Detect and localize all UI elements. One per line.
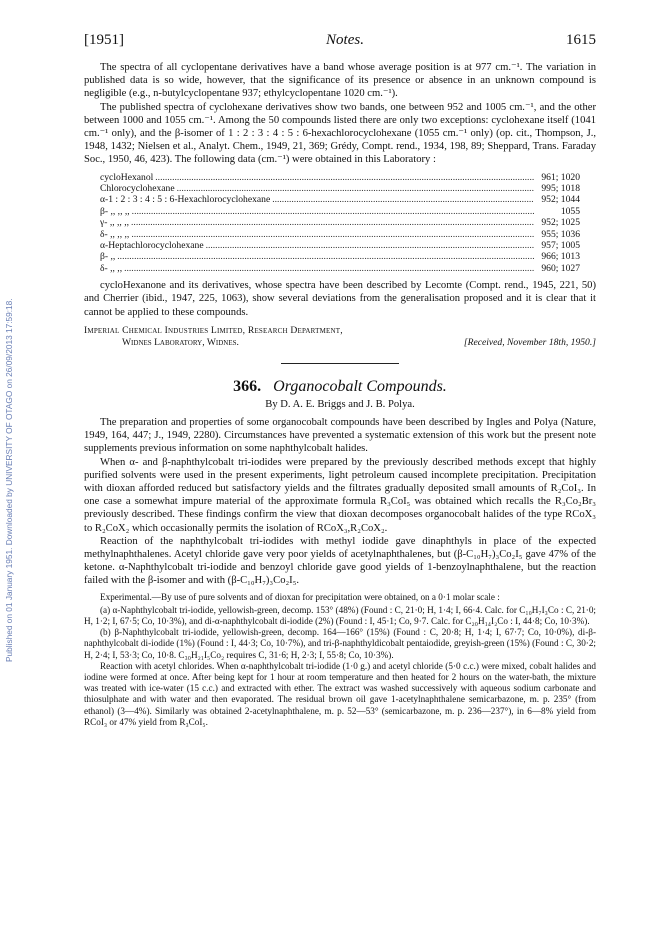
address-line-2: Widnes Laboratory, Widnes. [122, 336, 239, 348]
data-table-row [100, 206, 580, 217]
download-watermark: Published on 01 January 1951. Downloaded by UNIVERSITY OF OTAGO on 26/09/2013 17:59:18. [4, 298, 14, 662]
compound-name: β- ,, [100, 251, 116, 263]
data-table-row [100, 217, 580, 228]
running-header [84, 32, 596, 49]
data-table-row [100, 240, 580, 251]
address-line-1: Imperial Chemical Industries Limited, Research Department, [84, 324, 343, 336]
article-number: 366. [233, 377, 262, 395]
data-table-row [100, 263, 580, 274]
compound-name: α-1 : 2 : 3 : 4 : 5 : 6-Hexachlorocyclohexane [100, 194, 271, 206]
band-values: 1055 [560, 205, 580, 217]
leader-dots [155, 172, 534, 183]
received-date: [Received, November 18th, 1950.] [463, 336, 596, 348]
band-values: 966; 1013 [541, 251, 580, 263]
data-table-row [100, 194, 580, 205]
band-values: 995; 1018 [541, 183, 580, 195]
compound-name: β- ,, ,, ,, [100, 205, 130, 217]
article-heading [84, 378, 596, 396]
leader-dots [272, 194, 534, 205]
header-page-number: 1615 [565, 32, 596, 48]
leader-dots [124, 263, 534, 274]
experimental-section [84, 592, 596, 728]
body-paragraph-3: Reaction of the naphthylcobalt tri-iodides with methyl iodide gave dinaphthyls in place of the expected methylnaphthalenes. Acetyl chloride gave very poor yields of acetylnaphthalenes, but (β-C₁₀H₇)₃Co₂I₅ gave 47% of the ketone. α-Naphthylcobalt tri-iodide and benzoyl chloride gave good yields of 1-benzoylnaphthalene, but the reaction failed with the β-isomer and with (β-C₁₀H₇)₃Co₂I₅. [84, 535, 596, 587]
article-byline: By D. A. E. Briggs and J. B. Polya. [265, 398, 415, 410]
band-values: 957; 1005 [541, 240, 580, 252]
band-values: 955; 1036 [541, 228, 580, 240]
leader-dots [177, 183, 534, 194]
experimental-reaction: Reaction with acetyl chlorides. When α-naphthylcobalt tri-iodide (1·0 g.) and acetyl chloride (5·0 c.c.) were mixed, cobalt halides and iodine were formed at once. After being kept for 1 hour at room temperature and then heated for 2 hours on the water-bath, the mixture was treated with ice-water (15 c.c.) and extracted with ether. The extract was washed successively with aqueous sodium carbonate and thiosulphate and with water and then evaporated. The residual brown oil gave 1-acetylnaphthalene semicarbazone, m. p. 235° (from ethanol) (3—4%). Similarly was obtained 2-acetylnaphthalene, m. p. 52—53° (semicarbazone, m. p. 236—237°), in 6—8% yield from RCoI₃ or 47% yield from R₃CoI₅. [84, 660, 596, 727]
band-values: 960; 1027 [541, 262, 580, 274]
data-table-row [100, 172, 580, 183]
compound-name: cycloHexanol [100, 171, 154, 183]
leader-dots [131, 229, 534, 240]
experimental-intro: Experimental.—By use of pure solvents and of dioxan for precipitation were obtained, on a 0·1 molar scale : [100, 591, 500, 602]
leader-dots [117, 251, 534, 262]
experimental-a: (a) α-Naphthylcobalt tri-iodide, yellowish-green, decomp. 153° (48%) (Found : C, 21·0; H, 1·4; I, 66·4. Calc. for C₁₀H₇I₃Co : C, 21·0; H, 1·2; I, 67·5; Co, 10·3%), and di-α-naphthylcobalt di-iodide (2%) (Found : I, 45·1; Co, 9·7. Calc. for C₂₀H₁₄I₂Co : I, 44·8; Co, 10·3%). [84, 604, 596, 626]
data-table-row [100, 183, 580, 194]
data-table-row [100, 251, 580, 262]
compound-name: δ- ,, ,, ,, [100, 228, 130, 240]
leader-dots [206, 240, 534, 251]
article-title: Organocobalt Compounds. [273, 377, 447, 395]
band-values: 952; 1025 [541, 217, 580, 229]
compound-name: γ- ,, ,, ,, [100, 217, 130, 229]
body-paragraph-2: When α- and β-naphthylcobalt tri-iodides were prepared by the previously described methods except that highly purified solvents were used in the present experiments, light petroleum caused incomplete precipitation. Precipitation with dioxan afforded reduced but satisfactory yields and the filtrates gradually deposited small amounts of R₂CoI₃. In one case a somewhat impure material of the approximate formula R₃CoI₅ was obtained which recalls the R₃Co₂Br₃ previously described. These findings confirm the view that dioxan decomposes organocobalt halides of the type RCoX₃ to R₂CoX₂ which occasionally permits the isolation of RCoX₃,R₂CoX₂. [84, 456, 596, 534]
header-year: [1951] [84, 32, 124, 48]
section-divider [281, 363, 399, 364]
author-address [84, 325, 596, 349]
paragraph-cyclohexane: The published spectra of cyclohexane derivatives show two bands, one between 952 and 1005 cm.⁻¹, and the other between 1000 and 1055 cm.⁻¹. Among the 50 compounds listed there are only two exceptions: cyclohexane itself (1041 cm.⁻¹ only), and the β-isomer of 1 : 2 : 3 : 4 : 5 : 6-hexachlorocyclohexane (1055 cm.⁻¹ only) (op. cit., Thompson, J., 1948, 1432; Nielsen et al., Analyt. Chem., 1949, 21, 369; Grédy, Compt. rend., 1934, 198, 89; Sheppard, Trans. Faraday Soc., 1950, 46, 423). The following data (cm.⁻¹) were obtained in this Laboratory : [84, 101, 596, 166]
spectra-data-table [100, 172, 580, 275]
band-values: 961; 1020 [541, 171, 580, 183]
paragraph-cyclohexanone: cycloHexanone and its derivatives, whose spectra have been described by Lecomte (Compt. rend., 1945, 221, 50) and Cherrier (ibid., 1947, 225, 1063), show several deviations from the generalisation proposed and it is clear that it cannot be applied to these compounds. [84, 280, 596, 318]
body-paragraph-1: The preparation and properties of some organocobalt compounds have been described by Ingles and Polya (Nature, 1949, 164, 447; J., 1949, 2280). Circumstances have prevented a systematic extension of this work but the present note supplements previous information on some naphthylcobalt halides. [84, 416, 596, 455]
band-values: 952; 1044 [541, 194, 580, 206]
experimental-b: (b) β-Naphthylcobalt tri-iodide, yellowish-green, decomp. 164—166° (15%) (Found : C, 20·8; H, 1·4; I, 67·7; Co, 10·0%), di-β-naphthylcobalt di-iodide (1%) (Found : I, 44·3; Co, 10·7%), and tri-β-naphthyldicobalt pentaiodide, greyish-green (15%) (Found : C, 30·2; H, 2·4; I, 53·3; Co, 10·8. C₃₀H₂₁I₅Co₂ requires C, 31·6; H, 2·3; I, 55·8; Co, 10·3%). [84, 627, 596, 660]
header-section: Notes. [326, 32, 364, 48]
leader-dots [132, 206, 534, 217]
compound-name: Chlorocyclohexane [100, 183, 175, 195]
compound-name: δ- ,, ,, [100, 262, 123, 274]
paragraph-cyclopentane: The spectra of all cyclopentane derivatives have a band whose average position is at 977 cm.⁻¹. The variation in published data is so wide, however, that the significance of its presence or absence in an unknown compound is negligible (e.g., n-butylcyclopentane 937; ethylcyclopentane 1020 cm.⁻¹). [84, 62, 596, 100]
journal-page [84, 32, 596, 728]
compound-name: α-Heptachlorocyclohexane [100, 240, 204, 252]
leader-dots [131, 217, 534, 228]
data-table-row [100, 229, 580, 240]
